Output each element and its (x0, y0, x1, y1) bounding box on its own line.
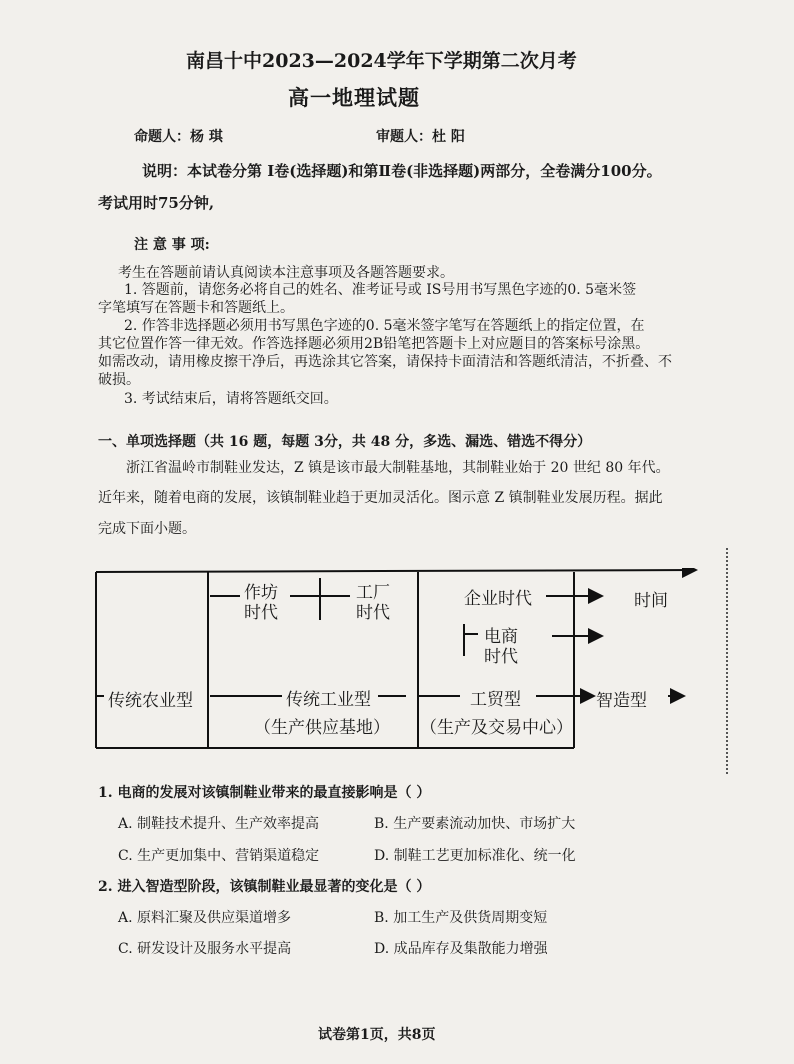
notice-item2-d: 破损。 (98, 372, 140, 388)
exam-note-line1: 说明：本试卷分第 Ⅰ卷(选择题)和第Ⅱ卷(非选择题)两部分，全卷满分100分。 (142, 162, 662, 180)
question-1-option-a: A. 制鞋技术提升、生产效率提高 (118, 816, 320, 832)
notice-item3: 3. 考试结束后，请将答题纸交回。 (124, 391, 338, 407)
label-time-axis: 时间 (634, 591, 668, 611)
question-2-option-d: D. 成品库存及集散能力增强 (374, 941, 548, 957)
subject-title: 高一地理试题 (288, 85, 420, 110)
reviewer: 审题人：杜 阳 (376, 129, 465, 145)
question-2-option-a: A. 原料汇聚及供应渠道增多 (118, 910, 292, 926)
setter: 命题人：杨 琪 (134, 129, 223, 145)
passage-line3: 完成下面小题。 (98, 521, 196, 537)
label-factory-era-1: 工厂 (356, 583, 390, 603)
question-1-stem: 1. 电商的发展对该镇制鞋业带来的最直接影响是（ ） (98, 785, 431, 801)
notice-item2-c: 如需改动，请用橡皮擦干净后，再选涂其它答案，请保持卡面清洁和答题纸清洁，不折叠、不 (98, 354, 672, 370)
notice-intro: 考生在答题前请认真阅读本注意事项及各题答题要求。 (118, 265, 454, 281)
label-workshop-era-1: 作坊 (244, 583, 278, 603)
section-heading: 一、单项选择题（共 16 题，每题 3分，共 48 分，多选、漏选、错选不得分） (98, 434, 592, 450)
label-workshop-era-2: 时代 (244, 603, 278, 623)
notice-item2-a: 2. 作答非选择题必须用书写黑色字迹的0. 5毫米签字笔写在答题纸上的指定位置，在 (124, 318, 645, 334)
notice-heading: 注 意 事 项: (134, 237, 210, 253)
label-ecommerce-era-2: 时代 (484, 647, 518, 667)
development-diagram (94, 568, 710, 752)
notice-item1-b: 字笔填写在答题卡和答题纸上。 (98, 300, 294, 316)
question-2-option-b: B. 加工生产及供货周期变短 (374, 910, 548, 926)
label-industry-trade: 工贸型 (470, 690, 521, 710)
label-traditional-agriculture: 传统农业型 (108, 691, 193, 711)
label-traditional-industry: 传统工业型 (286, 690, 371, 710)
label-ecommerce-era-1: 电商 (484, 627, 518, 647)
notice-item1-a: 1. 答题前，请您务必将自己的姓名、准考证号或 IS号用书写黑色字迹的0. 5毫米签 (124, 282, 637, 298)
question-2-stem: 2. 进入智造型阶段，该镇制鞋业最显著的变化是（ ） (98, 879, 431, 895)
exam-title: 南昌十中2023—2024学年下学期第二次月考 (186, 50, 577, 72)
label-traditional-industry-note: （生产供应基地） (254, 718, 390, 738)
passage-line2: 近年来，随着电商的发展，该镇制鞋业趋于更加灵活化。图示意 Z 镇制鞋业发展历程。据此 (98, 490, 663, 506)
question-1-option-c: C. 生产更加集中、营销渠道稳定 (118, 848, 320, 864)
notice-item2-b: 其它位置作答一律无效。作答选择题必须用2B铅笔把答题卡上对应题目的答案标号涂黑。 (98, 336, 650, 352)
diagram-lines (94, 568, 710, 752)
page-number: 试卷第1页，共8页 (318, 1027, 436, 1043)
label-smart-manufacturing: 智造型 (596, 691, 647, 711)
label-enterprise-era: 企业时代 (464, 589, 532, 609)
exam-note-line2: 考试用时75分钟, (98, 194, 215, 212)
question-1-option-b: B. 生产要素流动加快、市场扩大 (374, 816, 576, 832)
question-1-option-d: D. 制鞋工艺更加标准化、统一化 (374, 848, 576, 864)
question-2-option-c: C. 研发设计及服务水平提高 (118, 941, 292, 957)
passage-line1: 浙江省温岭市制鞋业发达，Z 镇是该市最大制鞋基地，其制鞋业始于 20 世纪 80 年代。 (126, 460, 670, 476)
label-industry-trade-note: （生产及交易中心） (420, 718, 573, 738)
label-factory-era-2: 时代 (356, 603, 390, 623)
binding-margin-dots (726, 548, 728, 774)
